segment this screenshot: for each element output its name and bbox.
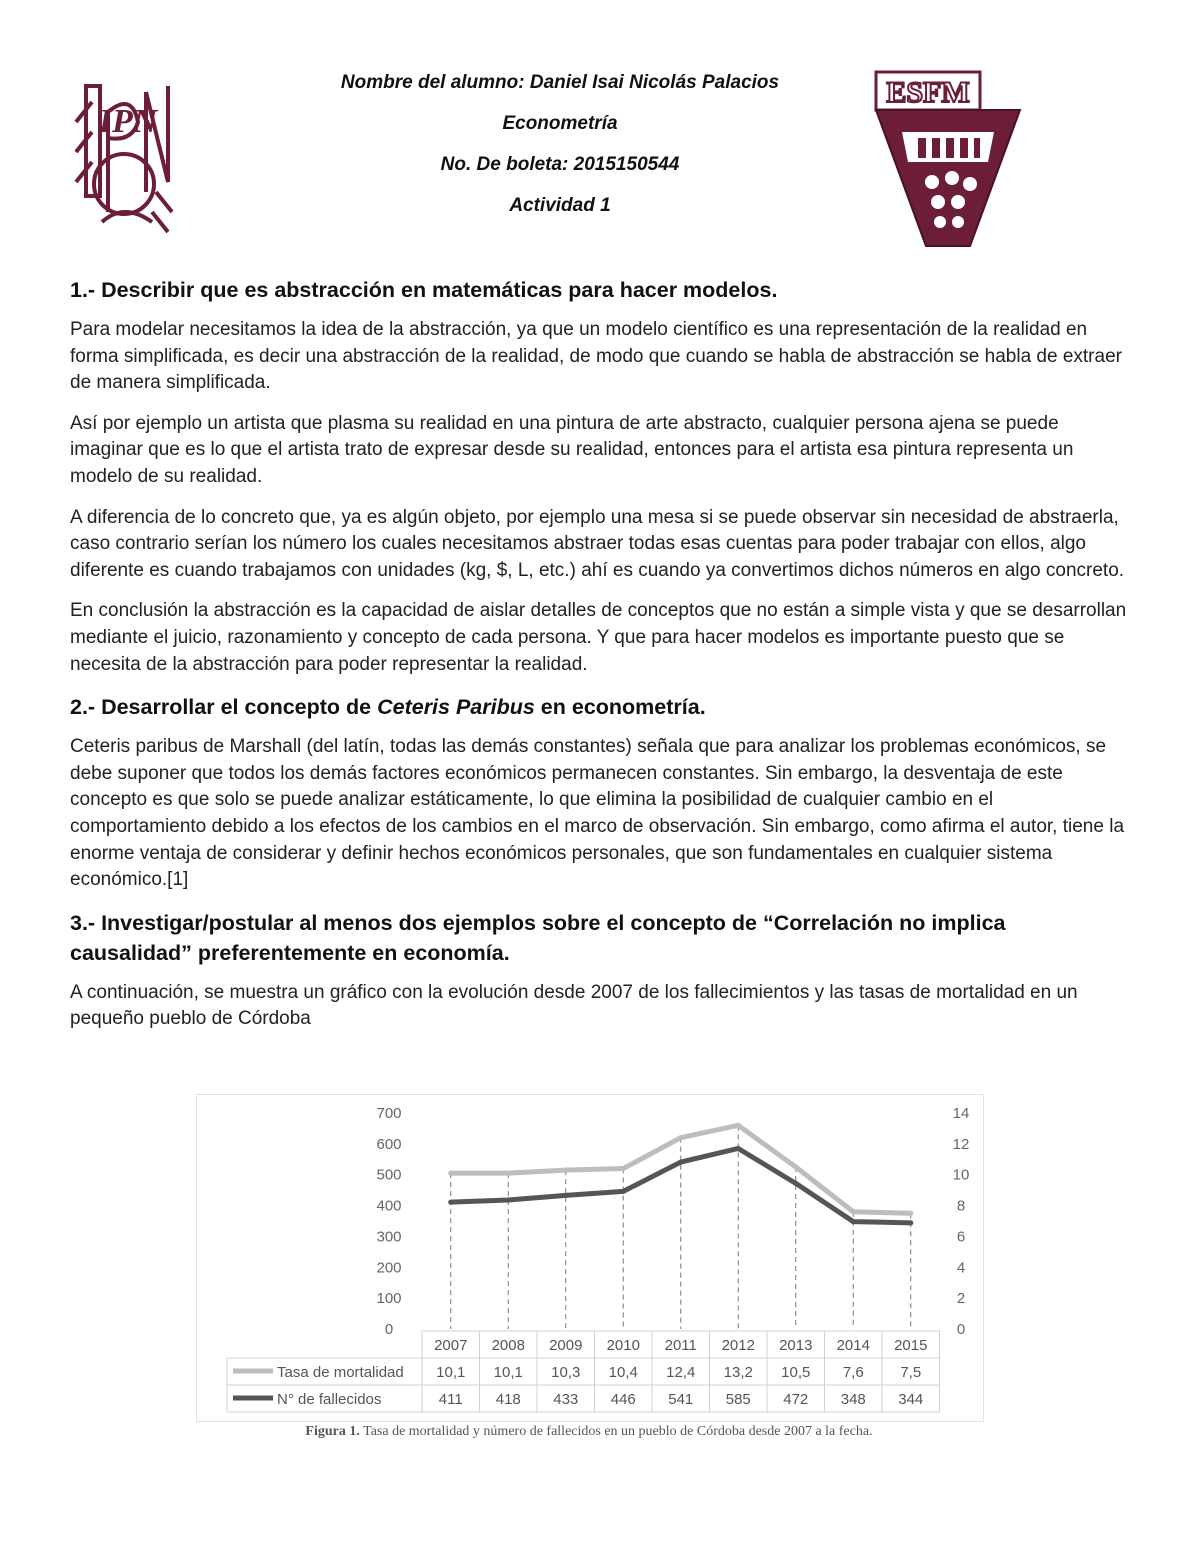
data-label: 10,3 [551,1364,581,1381]
data-point [563,1193,568,1198]
left-axis-tick-label: 0 [384,1321,394,1338]
section-1-paragraph-1: Para modelar necesitamos la idea de la abstracción, ya que un modelo científico es una representación de la realidad en forma simplificada, es decir una abstracción de la realidad, de modo que cuando se habla de abstracción se habla de extraer de manera simplificada. [70,319,1122,394]
section-3-title: 3.- Investigar/postular al menos dos ejemplos sobre el concepto de “Correlación no implica causalidad” preferentemente en economía. [70,910,1006,965]
figure-caption-label: Figura 1. [305,1424,360,1439]
data-point [621,1166,626,1171]
document-body [70,275,1132,1047]
figure-caption-text: Tasa de mortalidad y número de fallecidos en un pueblo de Córdoba desde 2007 a la fecha. [359,1424,873,1439]
data-point [793,1164,798,1169]
data-label: 541 [668,1391,694,1408]
data-label: 10,4 [608,1364,638,1381]
data-point [736,1146,741,1151]
data-point [736,1123,741,1128]
mortality-chart-svg [197,1095,983,1421]
left-axis-tick-label: 200 [376,1259,402,1277]
esfm-logo [874,70,1022,248]
x-tick-label: 2009 [549,1337,583,1354]
data-label: 411 [438,1391,463,1408]
x-tick-label: 2013 [779,1337,813,1354]
data-label: 7,6 [842,1364,864,1381]
left-axis-tick-label: 600 [376,1135,402,1153]
data-label: 10,1 [493,1364,523,1381]
data-point [563,1167,568,1172]
right-axis-tick-label: 6 [956,1228,966,1246]
right-axis-tick-label: 8 [956,1197,966,1215]
data-point [448,1171,453,1176]
right-axis-tick-label: 0 [956,1321,966,1338]
data-label: 585 [725,1391,751,1408]
data-label: 348 [840,1391,866,1408]
x-tick-label: 2015 [894,1337,928,1354]
section-1-paragraph-3: A diferencia de lo concreto que, ya es algún objeto, por ejemplo una mesa si se puede observar sin necesidad de abstraerla, caso contrario serían los número los cuales necesitamos abstraer todas esas cuentas para poder trabajar con ellos, algo diferente es cuando trabajamos con unidades (kg, $, L, etc.) ahí es cuando ya convertimos dichos números en algo concreto. [70,506,1125,581]
data-point [851,1219,856,1224]
x-tick-label: 2014 [836,1337,870,1354]
x-tick-label: 2007 [434,1337,468,1354]
left-axis-tick-label: 500 [376,1166,402,1184]
right-axis-tick-label: 2 [956,1290,966,1308]
right-axis-tick-label: 4 [956,1259,966,1277]
activity-title: Actividad 1 [509,195,611,216]
data-label: 344 [898,1391,924,1408]
data-point [506,1197,511,1202]
data-point [621,1189,626,1194]
data-point [678,1135,683,1140]
section-2-title-emphasis: Ceteris Paribus [377,695,535,720]
left-axis-tick-label: 700 [376,1105,402,1122]
section-2-title [70,692,1132,722]
figure-caption [196,1424,982,1440]
mortality-chart [196,1094,984,1422]
data-label: 433 [553,1391,579,1408]
section-1-paragraph-2: Así por ejemplo un artista que plasma su realidad en una pintura de arte abstracto, cualquier persona ajena se puede imaginar que es lo que el artista trato de expresar desde su realidad, entonces para el artista esa pintura representa un modelo de su realidad. [70,412,1074,487]
data-label: 13,2 [723,1364,753,1381]
section-2-title-start: 2.- Desarrollar el concepto de [70,695,378,720]
x-tick-label: 2010 [606,1337,640,1354]
document-header [260,68,860,232]
data-label: 7,5 [900,1364,922,1381]
student-name: Nombre del alumno: Daniel Isai Nicolás Palacios [340,72,780,93]
legend-label-2: N° de fallecidos [277,1391,382,1408]
section-3-paragraph: A continuación, se muestra un gráfico con la evolución desde 2007 de los fallecimientos y las tasas de mortalidad en un pequeño pueblo de Córdoba [70,981,1078,1030]
data-label: 418 [495,1391,521,1408]
legend-label-1: Tasa de mortalidad [277,1364,404,1381]
data-label: 472 [783,1391,809,1408]
section-2-title-end: en econometría. [534,695,706,720]
data-label: 12,4 [666,1364,696,1381]
data-label: 10,1 [436,1364,466,1381]
section-1-paragraph-4: En conclusión la abstracción es la capacidad de aislar detalles de conceptos que no están a simple vista y que se desarrollan mediante el juicio, razonamiento y concepto de cada persona. Y que para hacer modelos es importante puesto que se necesita de la abstracción para poder representar la realidad. [70,600,1127,675]
right-axis-tick-label: 14 [952,1105,970,1122]
x-tick-label: 2011 [664,1337,697,1354]
data-point [851,1209,856,1214]
left-axis-tick-label: 400 [376,1197,402,1215]
right-axis-tick-label: 12 [952,1135,970,1153]
esfm-logo-text: ESFM [886,76,970,109]
left-axis-tick-label: 300 [376,1228,402,1246]
data-point [506,1171,511,1176]
x-tick-label: 2008 [491,1337,525,1354]
data-label: 10,5 [781,1364,811,1381]
data-point [678,1159,683,1164]
data-point [448,1200,453,1205]
left-axis-tick-label: 100 [376,1290,402,1308]
section-1-title: 1.- Describir que es abstracción en matemáticas para hacer modelos. [70,278,778,302]
section-2-paragraph: Ceteris paribus de Marshall (del latín, todas las demás constantes) señala que para analizar los problemas económicos, se debe suponer que todos los demás factores económicos permanecen constantes. Sin embargo, la desventaja de este concepto es que solo se puede analizar estáticamente, lo que elimina la posibilidad de cualquier cambio en el comportamiento debido a los efectos de los cambios en el marco de observación. Sin embargo, como afirma el autor, tiene la enorme ventaja de considerar y definir hechos económicos personales, que son fundamentales en cualquier sistema económico.[1] [70,736,1125,891]
boleta-number: No. De boleta: 2015150544 [440,154,680,175]
course-name: Econometría [502,113,618,134]
x-tick-label: 2012 [721,1337,755,1354]
data-point [908,1211,913,1216]
ipn-logo-text: IPN [98,103,158,140]
data-point [793,1181,798,1186]
right-axis-tick-label: 10 [952,1166,970,1184]
data-label: 446 [610,1391,636,1408]
ipn-logo [72,72,176,240]
data-point [908,1220,913,1225]
